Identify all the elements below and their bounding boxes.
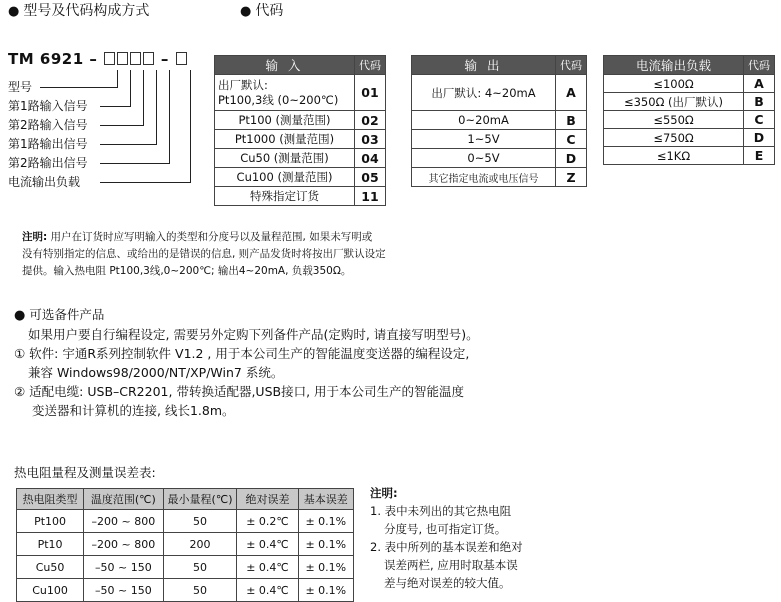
load-row-text: ≤1KΩ xyxy=(604,147,744,165)
order-note xyxy=(22,229,462,280)
code-title-text: 代码 xyxy=(255,3,284,19)
code-header: 代码 xyxy=(556,56,587,75)
table-header-row xyxy=(17,489,354,510)
note-line: 没有特别指定的信息、或给出的是错误的信息, 则产品发货时将按出厂默认设定 xyxy=(22,248,386,260)
legend-input2: 第2路输入信号 xyxy=(8,118,88,132)
output-row-text: 0~5V xyxy=(412,149,556,168)
note-line: 用户在订货时应写明输入的类型和分度号以及量程范围, 如果未写明或 xyxy=(50,231,373,243)
table-cell: ± 0.4℃ xyxy=(237,533,298,556)
load-code: D xyxy=(744,129,775,147)
table-row xyxy=(604,93,775,111)
table-cell: Cu100 xyxy=(17,579,84,602)
output-row-text: 出厂默认: 4~20mA xyxy=(412,75,556,111)
output-code: D xyxy=(556,149,587,168)
table-row xyxy=(215,111,386,130)
note-label: 注明: xyxy=(370,486,398,500)
legend-input1: 第1路输入信号 xyxy=(8,99,88,113)
table-cell: –200 ~ 800 xyxy=(84,533,163,556)
model-section-title xyxy=(8,0,149,20)
table-row xyxy=(412,130,587,149)
code-header: 代码 xyxy=(355,56,386,75)
accessories-title: 可选备件产品 xyxy=(29,307,105,322)
table-row xyxy=(412,168,587,187)
table-cell: 200 xyxy=(163,533,237,556)
col-header: 基本误差 xyxy=(298,489,353,510)
bullet-icon: ● xyxy=(240,4,252,19)
slot-box xyxy=(143,52,154,65)
table-row xyxy=(215,130,386,149)
input-code: 05 xyxy=(355,168,386,187)
table-cell: –50 ~ 150 xyxy=(84,579,163,602)
load-code-table xyxy=(603,55,775,165)
output-row-text: 1~5V xyxy=(412,130,556,149)
table-cell: Pt10 xyxy=(17,533,84,556)
input-default-value: Pt100,3线 (0~200℃) xyxy=(218,92,339,107)
note-line: 2. 表中所列的基本误差和绝对 xyxy=(370,540,523,554)
output-row-text: 其它指定电流或电压信号 xyxy=(412,168,556,187)
accessories-intro: 如果用户要自行编程设定, 需要另外定购下列备件产品(定购时, 请直接写明型号)。 xyxy=(28,327,479,342)
table-cell: 50 xyxy=(163,556,237,579)
input-code: 11 xyxy=(355,187,386,206)
input-code: 04 xyxy=(355,149,386,168)
accessory-software: ① 软件: 宇通R系列控制软件 V1.2 , 用于本公司生产的智能温度变送器的编程设定, xyxy=(14,346,470,361)
load-code: E xyxy=(744,147,775,165)
table-cell: Pt100 xyxy=(17,510,84,533)
accessory-software-cont: 兼容 Windows98/2000/NT/XP/Win7 系统。 xyxy=(28,365,284,380)
accessory-cable: ② 适配电缆: USB–CR2201, 带转换适配器,USB接口, 用于本公司生产的智能温度 xyxy=(14,384,465,399)
table-row xyxy=(604,111,775,129)
model-legend xyxy=(8,78,88,192)
model-dash: – xyxy=(160,50,169,68)
col-header: 热电阻类型 xyxy=(17,489,84,510)
table-cell: ± 0.1% xyxy=(298,579,353,602)
error-table-note xyxy=(370,484,523,592)
table-cell: ± 0.2℃ xyxy=(237,510,298,533)
table-cell: –200 ~ 800 xyxy=(84,510,163,533)
input-default-label: 出厂默认: xyxy=(218,77,268,92)
input-row-text: Pt1000 (测量范围) xyxy=(215,130,355,149)
slot-box xyxy=(130,52,141,65)
error-table xyxy=(16,488,354,602)
table-row xyxy=(17,556,354,579)
input-code-table xyxy=(214,55,386,206)
table-row xyxy=(215,149,386,168)
input-code: 02 xyxy=(355,111,386,130)
input-row-text: Pt100 (测量范围) xyxy=(215,111,355,130)
col-header: 温度范围(℃) xyxy=(84,489,163,510)
load-code: A xyxy=(744,75,775,93)
table-row xyxy=(412,149,587,168)
col-header: 最小量程(℃) xyxy=(163,489,237,510)
table-row xyxy=(215,75,386,111)
table-row xyxy=(604,75,775,93)
table-cell: ± 0.1% xyxy=(298,533,353,556)
table-cell: ± 0.1% xyxy=(298,556,353,579)
table-cell: Cu50 xyxy=(17,556,84,579)
input-row-text: 特殊指定订货 xyxy=(215,187,355,206)
load-row-text: ≤550Ω xyxy=(604,111,744,129)
slot-box xyxy=(176,52,187,65)
error-table-title: 热电阻量程及测量误差表: xyxy=(14,465,156,480)
output-row-text: 0~20mA xyxy=(412,111,556,130)
slot-box xyxy=(117,52,128,65)
code-section-title xyxy=(240,0,283,20)
accessory-cable-cont: 变送器和计算机的连接, 线长1.8m。 xyxy=(32,403,235,418)
code-header: 代码 xyxy=(744,56,775,75)
table-cell: ± 0.4℃ xyxy=(237,579,298,602)
note-line: 提供。输入热电阻 Pt100,3线,0~200℃; 输出4~20mA, 负载350Ω。 xyxy=(22,265,352,277)
model-title-text: 型号及代码构成方式 xyxy=(23,3,150,19)
input-row-text xyxy=(215,75,355,111)
table-row xyxy=(215,187,386,206)
table-cell: 50 xyxy=(163,510,237,533)
table-cell: –50 ~ 150 xyxy=(84,556,163,579)
load-row-text: ≤750Ω xyxy=(604,129,744,147)
input-row-text: Cu100 (测量范围) xyxy=(215,168,355,187)
load-code: C xyxy=(744,111,775,129)
load-code: B xyxy=(744,93,775,111)
output-code: C xyxy=(556,130,587,149)
output-table-header: 输 出 xyxy=(412,56,556,75)
model-number xyxy=(8,50,188,68)
table-row xyxy=(17,579,354,602)
note-line: 1. 表中未列出的其它热电阻 xyxy=(370,504,512,518)
load-row-text: ≤350Ω (出厂默认) xyxy=(604,93,744,111)
bullet-icon: ● xyxy=(8,4,20,19)
note-line: 分度号, 也可指定订货。 xyxy=(384,522,507,536)
table-row xyxy=(17,510,354,533)
note-line: 误差两栏, 应用时取基本误 xyxy=(384,558,518,572)
table-row xyxy=(215,168,386,187)
legend-model: 型号 xyxy=(8,80,33,94)
table-row xyxy=(604,147,775,165)
table-cell: 50 xyxy=(163,579,237,602)
accessories-section xyxy=(14,305,479,420)
model-prefix: TM 6921 – xyxy=(8,50,98,68)
input-table-header: 输 入 xyxy=(215,56,355,75)
legend-output2: 第2路输出信号 xyxy=(8,156,88,170)
load-row-text: ≤100Ω xyxy=(604,75,744,93)
legend-output1: 第1路输出信号 xyxy=(8,137,88,151)
output-code: A xyxy=(556,75,587,111)
input-code: 01 xyxy=(355,75,386,111)
input-code: 03 xyxy=(355,130,386,149)
bullet-icon: ● xyxy=(14,308,26,323)
slot-box xyxy=(104,52,115,65)
table-row xyxy=(412,75,587,111)
col-header: 绝对误差 xyxy=(237,489,298,510)
table-row xyxy=(604,129,775,147)
output-code-table xyxy=(411,55,587,187)
table-cell: ± 0.1% xyxy=(298,510,353,533)
load-table-header: 电流输出负载 xyxy=(604,56,744,75)
output-code: B xyxy=(556,111,587,130)
note-line: 差与绝对误差的较大值。 xyxy=(384,576,511,590)
table-row xyxy=(17,533,354,556)
legend-load: 电流输出负载 xyxy=(8,175,81,189)
table-cell: ± 0.4℃ xyxy=(237,556,298,579)
output-code: Z xyxy=(556,168,587,187)
note-label: 注明: xyxy=(22,231,48,243)
input-row-text: Cu50 (测量范围) xyxy=(215,149,355,168)
table-row xyxy=(412,111,587,130)
